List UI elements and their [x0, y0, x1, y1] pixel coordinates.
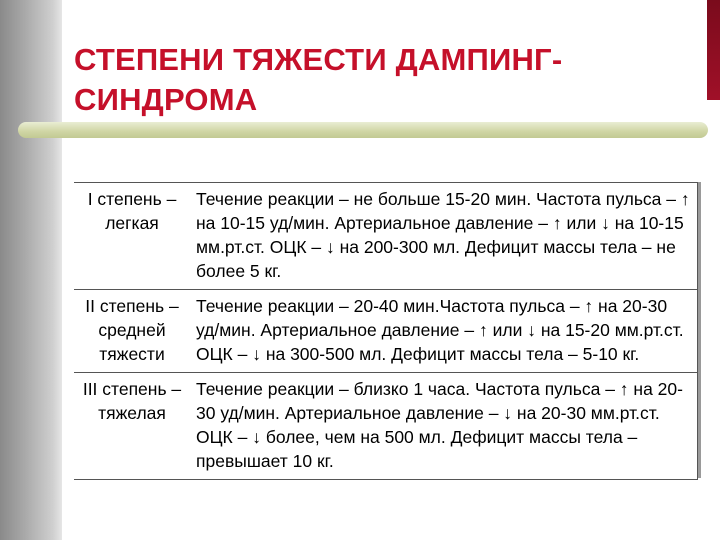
- description-cell: Течение реакции – не больше 15-20 мин. Частота пульса – ↑ на 10-15 уд/мин. Артериальное давление – ↑ или ↓ на 10-15 мм.рт.ст. ОЦК – ↓ на 200-300 мл. Дефицит массы тела – не более 5 кг.: [190, 183, 698, 290]
- slide-title: СТЕПЕНИ ТЯЖЕСТИ ДАМПИНГ-СИНДРОМА: [74, 42, 563, 117]
- severity-table: [74, 182, 698, 480]
- right-accent-bar: [707, 0, 720, 100]
- grade-cell: II степень – средней тяжести: [74, 290, 190, 373]
- grade-cell: I степень – легкая: [74, 183, 190, 290]
- table-shadow: [698, 182, 701, 478]
- table-row: [74, 290, 698, 373]
- description-cell: Течение реакции – близко 1 часа. Частота пульса – ↑ на 20-30 уд/мин. Артериальное давление – ↓ на 20-30 мм.рт.ст. ОЦК – ↓ более, чем на 500 мл. Дефицит массы тела – превышает 10 кг.: [190, 373, 698, 480]
- left-decorative-band: [0, 0, 62, 540]
- top-white-tab: [62, 0, 710, 40]
- description-cell: Течение реакции – 20-40 мин.Частота пульса – ↑ на 20-30 уд/мин. Артериальное давление – ↑ или ↓ на 15-20 мм.рт.ст. ОЦК – ↓ на 300-500 мл. Дефицит массы тела – 5-10 кг.: [190, 290, 698, 373]
- grade-cell: III степень – тяжелая: [74, 373, 190, 480]
- table-row: [74, 183, 698, 290]
- table-row: [74, 373, 698, 480]
- title-divider-bar: [18, 122, 708, 138]
